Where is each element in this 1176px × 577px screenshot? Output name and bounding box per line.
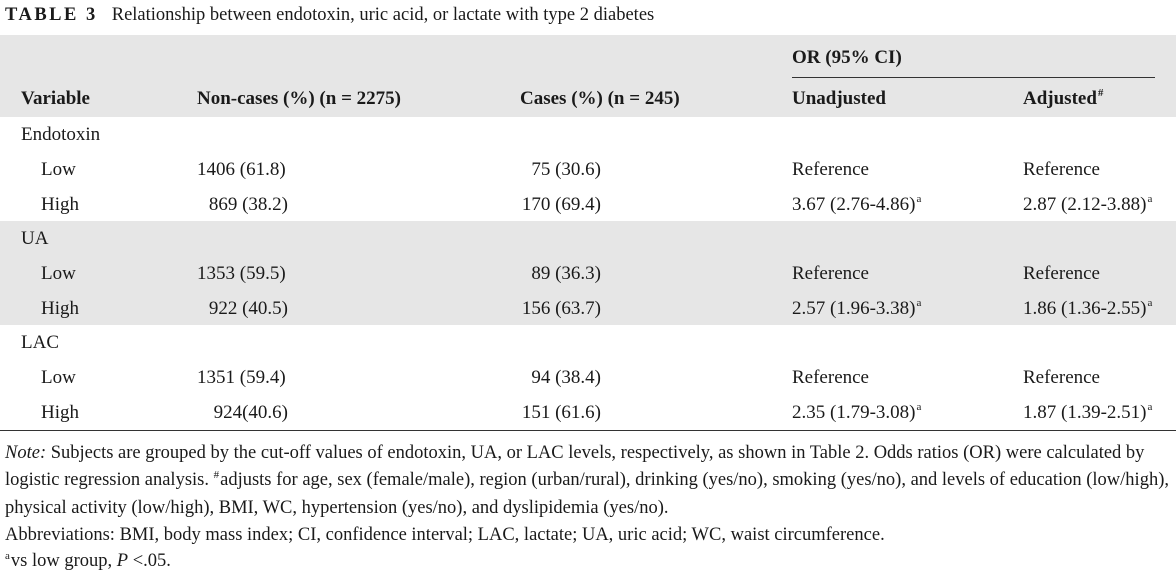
note-paragraph: Note: Subjects are grouped by the cut-off values of endotoxin, UA, or LAC levels, respectively, as shown in Table 2. Odds ratios (OR) were calculated by logistic regression analysis. #adjusts for age, sex (female/male), region (urban/rural), drinking (yes/no), smoking (yes/no), and levels of education (low/high), physical activity (low/high), BMI, WC, hypertension (yes/no), and dyslipidemia (yes/no). (5, 443, 1169, 518)
row-level: Low (41, 159, 76, 180)
noncases-value: 922 (40.5) (208, 298, 288, 319)
adjusted-value: 2.87 $(2.12-3.88)^a$ (1023, 193, 1153, 215)
cases-value: 151 (61.6) (521, 402, 601, 423)
footnote-a: $^a$vs low group, P <.05. (5, 550, 171, 571)
noncases-value: 1351 (59.4) (197, 367, 286, 388)
noncases-value: 1353 (59.5) (197, 263, 286, 284)
table-notes (5, 440, 1173, 577)
adjusted-value: 1.86 $(1.36-2.55)^a$ (1023, 297, 1153, 319)
note-label: Note: (5, 443, 47, 463)
cases-value: 75 (30.6) (531, 159, 601, 180)
row-level: Low (41, 367, 76, 388)
abbreviations: Abbreviations: BMI, body mass index; CI, confidence interval; LAC, lactate; UA, uric acid; WC, waist circumference. (5, 524, 885, 545)
table-caption (5, 2, 654, 28)
unadjusted-value: Reference (792, 263, 869, 284)
or-group-rule (792, 77, 1155, 78)
cases-value: 156 (63.7) (521, 298, 601, 319)
or-group-header: OR (95% CI) (792, 47, 902, 68)
adjusted-value: Reference (1023, 263, 1100, 284)
unadjusted-value: 2.35 $(1.79-3.08)^a$ (792, 401, 922, 423)
group-label-ua: UA (21, 228, 49, 249)
adjust-sup: # (213, 468, 220, 481)
row-level: High (41, 194, 79, 215)
noncases-value: 924(40.6) (213, 402, 288, 423)
adjusted-header: Adjusted# (1023, 87, 1104, 109)
adjusted-value: Reference (1023, 367, 1100, 388)
cases-header: Cases (%) (n = 245) (520, 88, 680, 109)
adjusted-value: Reference (1023, 159, 1100, 180)
cases-value: 89 (36.3) (531, 263, 601, 284)
unadjusted-value: 3.67 $(2.76-4.86)^a$ (792, 193, 922, 215)
unadjusted-value: 2.57 $(1.96-3.38)^a$ (792, 297, 922, 319)
table-bottom-rule (0, 430, 1176, 431)
adjusted-header-sup: # (1097, 87, 1104, 99)
group-label-lac: LAC (21, 332, 59, 353)
row-level: High (41, 402, 79, 423)
unadjusted-value: Reference (792, 159, 869, 180)
row-level: High (41, 298, 79, 319)
noncases-header: Non-cases (%) (n = 2275) (197, 88, 401, 109)
unadjusted-value: Reference (792, 367, 869, 388)
unadjusted-header: Unadjusted (792, 88, 886, 109)
noncases-value: 869 (38.2) (208, 194, 288, 215)
cases-value: 170 (69.4) (521, 194, 601, 215)
table-label: TABLE 3 (5, 5, 98, 25)
adjusted-value: 1.87 $(1.39-2.51)^a$ (1023, 401, 1153, 423)
table-title: Relationship between endotoxin, uric acid, or lactate with type 2 diabetes (111, 5, 655, 25)
row-level: Low (41, 263, 76, 284)
group-label-endotoxin: Endotoxin (21, 124, 101, 145)
noncases-value: 1406 (61.8) (197, 159, 286, 180)
cases-value: 94 (38.4) (531, 367, 601, 388)
variable-header: Variable (21, 88, 90, 109)
